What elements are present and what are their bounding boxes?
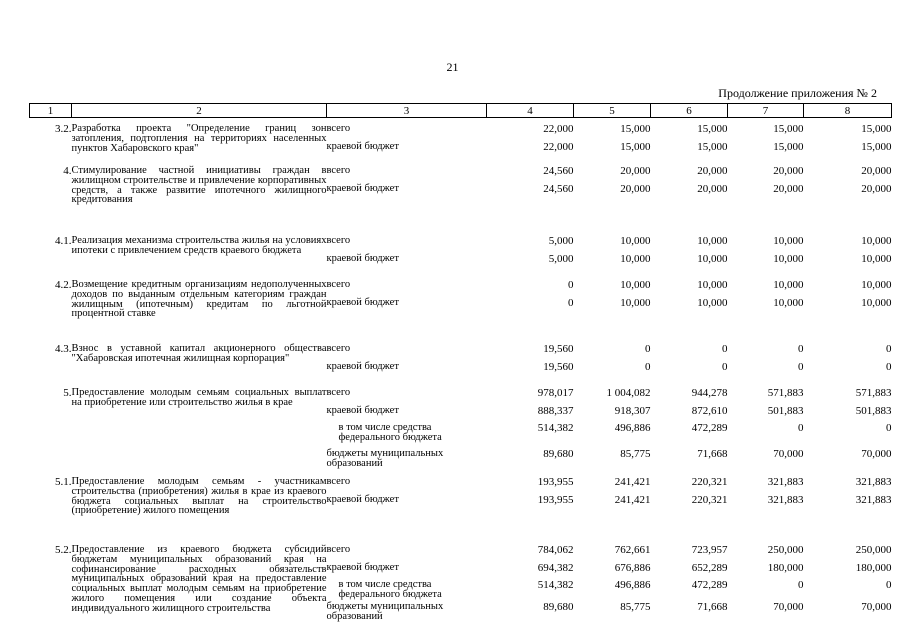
amount-cell: 762,661 bbox=[614, 544, 651, 556]
amount-cell: 70,000 bbox=[861, 448, 892, 460]
funding-source: всего bbox=[326, 165, 351, 176]
funding-source: всего bbox=[326, 123, 351, 134]
amount-cell: 15,000 bbox=[697, 141, 728, 153]
amount-cell: 193,955 bbox=[537, 494, 574, 506]
amount-cell: 0 bbox=[722, 361, 728, 373]
amount-cell: 10,000 bbox=[861, 297, 892, 309]
table-row bbox=[30, 280, 892, 298]
amount-cell: 15,000 bbox=[861, 123, 892, 135]
amount-cell: 193,955 bbox=[537, 476, 574, 488]
amount-cell: 978,017 bbox=[537, 387, 574, 399]
funding-source: краевой бюджет bbox=[326, 253, 399, 264]
amount-cell: 944,278 bbox=[691, 387, 728, 399]
amount-cell: 10,000 bbox=[861, 253, 892, 265]
funding-source: краевой бюджет bbox=[326, 405, 399, 416]
funding-source: всего bbox=[326, 343, 351, 354]
amount-cell: 694,382 bbox=[537, 562, 574, 574]
appendix-continuation: Продолжение приложения № 2 bbox=[718, 86, 877, 100]
row-number: 4.3. bbox=[55, 343, 72, 355]
table-row bbox=[30, 166, 892, 184]
amount-cell: 10,000 bbox=[773, 279, 804, 291]
amount-cell: 0 bbox=[886, 343, 892, 355]
row-number: 5.2. bbox=[55, 544, 72, 556]
table-row bbox=[30, 388, 892, 406]
table-row bbox=[30, 344, 892, 362]
amount-cell: 0 bbox=[798, 579, 804, 591]
amount-cell: 15,000 bbox=[697, 123, 728, 135]
table-row bbox=[30, 124, 892, 142]
amount-cell: 70,000 bbox=[773, 601, 804, 613]
table-row bbox=[30, 477, 892, 495]
amount-cell: 20,000 bbox=[697, 165, 728, 177]
amount-cell: 5,000 bbox=[548, 253, 574, 265]
amount-cell: 20,000 bbox=[697, 183, 728, 195]
amount-cell: 918,307 bbox=[614, 405, 651, 417]
amount-cell: 676,886 bbox=[614, 562, 651, 574]
row-number: 5. bbox=[63, 387, 72, 399]
amount-cell: 10,000 bbox=[861, 235, 892, 247]
funding-source: всего bbox=[326, 279, 351, 290]
table-row bbox=[30, 236, 892, 254]
amount-cell: 501,883 bbox=[767, 405, 804, 417]
amount-cell: 70,000 bbox=[773, 448, 804, 460]
amount-cell: 15,000 bbox=[861, 141, 892, 153]
row-number: 4. bbox=[63, 165, 72, 177]
amount-cell: 241,421 bbox=[614, 476, 651, 488]
activity-name: Предоставление из краевого бюджета субсидий бюджетам муниципальных образований края на софинансирование расходных обязательств муниципальных образований края на предоставление социальных выплат молодым семьям на приобретение жилого помещения или создание объекта индивидуального жилищного строительства bbox=[71, 544, 327, 614]
amount-cell: 20,000 bbox=[861, 183, 892, 195]
funding-source: краевой бюджет bbox=[326, 183, 399, 194]
col-header: 6 bbox=[651, 104, 728, 118]
amount-cell: 0 bbox=[645, 343, 651, 355]
amount-cell: 10,000 bbox=[620, 279, 651, 291]
col-header: 8 bbox=[804, 104, 892, 118]
row-number: 4.1. bbox=[55, 235, 72, 247]
amount-cell: 784,062 bbox=[537, 544, 574, 556]
amount-cell: 10,000 bbox=[773, 297, 804, 309]
amount-cell: 1 004,082 bbox=[606, 387, 651, 399]
amount-cell: 514,382 bbox=[537, 422, 574, 434]
col-header: 1 bbox=[30, 104, 72, 118]
page-number: 21 bbox=[446, 60, 459, 74]
amount-cell: 321,883 bbox=[767, 476, 804, 488]
amount-cell: 0 bbox=[798, 343, 804, 355]
amount-cell: 22,000 bbox=[543, 141, 574, 153]
amount-cell: 19,560 bbox=[543, 361, 574, 373]
table-row bbox=[30, 545, 892, 563]
amount-cell: 10,000 bbox=[697, 297, 728, 309]
amount-cell: 0 bbox=[798, 422, 804, 434]
amount-cell: 15,000 bbox=[620, 123, 651, 135]
budget-table bbox=[29, 103, 892, 632]
row-number: 4.2. bbox=[55, 279, 72, 291]
amount-cell: 0 bbox=[645, 361, 651, 373]
amount-cell: 70,000 bbox=[861, 601, 892, 613]
funding-source: всего bbox=[326, 235, 351, 246]
funding-source: краевой бюджет bbox=[326, 297, 399, 308]
amount-cell: 472,289 bbox=[691, 422, 728, 434]
amount-cell: 723,957 bbox=[691, 544, 728, 556]
activity-name: Возмещение кредитным организациям недополученных доходов по выданным отдельным категориям граждан жилищным (ипотечным) кредитам по льготной процентной ставке bbox=[71, 279, 327, 320]
amount-cell: 24,560 bbox=[543, 165, 574, 177]
row-number: 5.1. bbox=[55, 476, 72, 488]
amount-cell: 20,000 bbox=[773, 165, 804, 177]
amount-cell: 0 bbox=[568, 297, 574, 309]
amount-cell: 652,289 bbox=[691, 562, 728, 574]
amount-cell: 15,000 bbox=[773, 141, 804, 153]
amount-cell: 241,421 bbox=[614, 494, 651, 506]
amount-cell: 15,000 bbox=[620, 141, 651, 153]
amount-cell: 10,000 bbox=[697, 235, 728, 247]
amount-cell: 20,000 bbox=[620, 183, 651, 195]
funding-source: бюджеты муниципальных образований bbox=[326, 448, 444, 469]
amount-cell: 220,321 bbox=[691, 476, 728, 488]
amount-cell: 514,382 bbox=[537, 579, 574, 591]
funding-source: всего bbox=[326, 544, 351, 555]
amount-cell: 22,000 bbox=[543, 123, 574, 135]
amount-cell: 0 bbox=[722, 343, 728, 355]
col-header: 3 bbox=[327, 104, 487, 118]
amount-cell: 85,775 bbox=[620, 448, 651, 460]
funding-source: краевой бюджет bbox=[326, 562, 399, 573]
amount-cell: 10,000 bbox=[620, 235, 651, 247]
amount-cell: 85,775 bbox=[620, 601, 651, 613]
amount-cell: 10,000 bbox=[697, 279, 728, 291]
amount-cell: 501,883 bbox=[855, 405, 892, 417]
amount-cell: 180,000 bbox=[855, 562, 892, 574]
amount-cell: 89,680 bbox=[543, 448, 574, 460]
amount-cell: 10,000 bbox=[861, 279, 892, 291]
funding-source: всего bbox=[326, 476, 351, 487]
amount-cell: 71,668 bbox=[697, 448, 728, 460]
funding-source: в том числе средства федерального бюджета bbox=[338, 579, 442, 600]
col-header: 4 bbox=[487, 104, 574, 118]
funding-source: краевой бюджет bbox=[326, 494, 399, 505]
amount-cell: 888,337 bbox=[537, 405, 574, 417]
funding-source: в том числе средства федерального бюджета bbox=[338, 422, 442, 443]
col-header: 2 bbox=[72, 104, 327, 118]
amount-cell: 472,289 bbox=[691, 579, 728, 591]
funding-source: всего bbox=[326, 387, 351, 398]
amount-cell: 20,000 bbox=[773, 183, 804, 195]
activity-name: Реализация механизма строительства жилья на условиях ипотеки с привлечением средств краевого бюджета bbox=[71, 235, 327, 256]
amount-cell: 20,000 bbox=[620, 165, 651, 177]
amount-cell: 10,000 bbox=[620, 297, 651, 309]
amount-cell: 180,000 bbox=[767, 562, 804, 574]
activity-name: Стимулирование частной инициативы граждан в жилищном строительстве и привлечение корпоративных средств, а также развитие ипотечного жилищного кредитования bbox=[71, 165, 327, 206]
row-number: 3.2. bbox=[55, 123, 72, 135]
amount-cell: 321,883 bbox=[855, 476, 892, 488]
funding-source: бюджеты муниципальных образований bbox=[326, 601, 444, 622]
col-header: 7 bbox=[728, 104, 804, 118]
amount-cell: 0 bbox=[886, 422, 892, 434]
amount-cell: 5,000 bbox=[548, 235, 574, 247]
activity-name: Предоставление молодым семьям социальных выплат на приобретение или строительство жилья в крае bbox=[71, 387, 327, 408]
amount-cell: 15,000 bbox=[773, 123, 804, 135]
amount-cell: 24,560 bbox=[543, 183, 574, 195]
amount-cell: 19,560 bbox=[543, 343, 574, 355]
amount-cell: 10,000 bbox=[773, 235, 804, 247]
activity-name: Разработка проекта "Определение границ зон затопления, подтопления на территориях населенных пунктов Хабаровского края" bbox=[71, 123, 327, 154]
amount-cell: 0 bbox=[568, 279, 574, 291]
amount-cell: 0 bbox=[886, 579, 892, 591]
amount-cell: 321,883 bbox=[855, 494, 892, 506]
amount-cell: 10,000 bbox=[697, 253, 728, 265]
amount-cell: 20,000 bbox=[861, 165, 892, 177]
amount-cell: 10,000 bbox=[773, 253, 804, 265]
amount-cell: 250,000 bbox=[767, 544, 804, 556]
funding-source: краевой бюджет bbox=[326, 141, 399, 152]
funding-source: краевой бюджет bbox=[326, 361, 399, 372]
activity-name: Взнос в уставной капитал акционерного общества "Хабаровская ипотечная жилищная корпорация" bbox=[71, 343, 327, 364]
amount-cell: 0 bbox=[798, 361, 804, 373]
header-row bbox=[30, 104, 892, 118]
amount-cell: 496,886 bbox=[614, 422, 651, 434]
amount-cell: 250,000 bbox=[855, 544, 892, 556]
amount-cell: 872,610 bbox=[691, 405, 728, 417]
amount-cell: 89,680 bbox=[543, 601, 574, 613]
amount-cell: 10,000 bbox=[620, 253, 651, 265]
amount-cell: 496,886 bbox=[614, 579, 651, 591]
col-header: 5 bbox=[574, 104, 651, 118]
amount-cell: 220,321 bbox=[691, 494, 728, 506]
amount-cell: 71,668 bbox=[697, 601, 728, 613]
activity-name: Предоставление молодым семьям - участникам строительства (приобретения) жилья в крае из краевого бюджета социальных выплат на строительство (приобретение) жилого помещения bbox=[71, 476, 327, 517]
amount-cell: 571,883 bbox=[767, 387, 804, 399]
amount-cell: 0 bbox=[886, 361, 892, 373]
amount-cell: 321,883 bbox=[767, 494, 804, 506]
amount-cell: 571,883 bbox=[855, 387, 892, 399]
